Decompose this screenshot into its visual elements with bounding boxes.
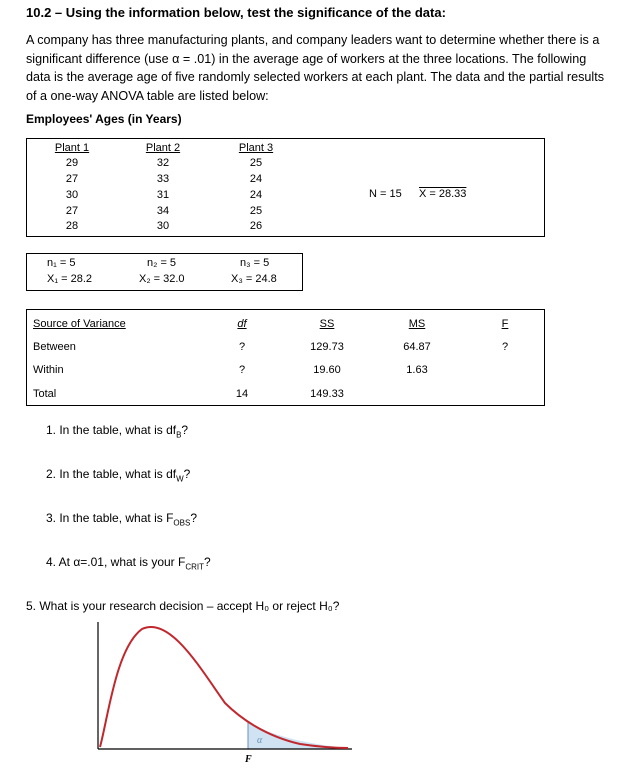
plant3-value: 24 — [249, 189, 263, 201]
plant3-header: Plant 3 — [238, 142, 274, 154]
ages-table — [26, 138, 545, 237]
problem-title: 10.2 – Using the information below, test the significance of the data: — [26, 5, 446, 20]
plant2-value: 32 — [156, 157, 170, 169]
density-curve — [100, 627, 348, 748]
question-1-sub: B — [176, 430, 182, 440]
plant3-value: 26 — [249, 220, 263, 232]
anova-header-source: Source of Variance — [33, 318, 126, 330]
question-1-end: ? — [181, 423, 189, 437]
question-3-text: 3. In the table, what is F — [46, 511, 174, 525]
x1-value: X₁ = 28.2 — [47, 273, 92, 285]
rejection-region — [248, 722, 348, 749]
plant1-header: Plant 1 — [54, 142, 90, 154]
question-3-end: ? — [190, 511, 197, 525]
anova-row-source: Within — [33, 364, 64, 376]
question-1 — [46, 423, 188, 439]
plant1-value: 27 — [65, 205, 79, 217]
problem-intro: A company has three manufacturing plants, and company leaders want to determine whether there is a significant difference (use α = .01) in the average age of workers at the three locations. The following data is the average age of five randomly selected workers at each plant. The data and the partial results of a one-way ANOVA table are listed below: — [26, 33, 605, 103]
grand-mean — [419, 188, 466, 200]
grand-mean-label: X = 28.33 — [419, 188, 467, 200]
plant1-value: 27 — [65, 173, 79, 185]
anova-row-f: ? — [501, 341, 509, 353]
plant3-value: 24 — [249, 173, 263, 185]
anova-row-ss: 149.33 — [310, 388, 344, 400]
question-2-sub: W — [176, 474, 184, 484]
f-axis-label: F — [245, 754, 252, 765]
plant3-value: 25 — [249, 205, 263, 217]
anova-header-ms: MS — [408, 318, 426, 330]
plant3-value: 25 — [249, 157, 263, 169]
summary-table — [26, 253, 303, 291]
anova-header-f: F — [501, 318, 509, 330]
question-5: 5. What is your research decision – accept H₀ or reject H₀? — [26, 599, 340, 613]
anova-row-ss: 19.60 — [313, 364, 341, 376]
anova-row-df: ? — [238, 341, 246, 353]
plant1-value: 28 — [65, 220, 79, 232]
question-4-sub: CRIT — [185, 562, 205, 572]
plant1-value: 29 — [65, 157, 79, 169]
n1-value: n₁ = 5 — [47, 257, 76, 269]
plant2-value: 30 — [156, 220, 170, 232]
question-1-text: 1. In the table, what is df — [46, 423, 177, 437]
x3-value: X₃ = 24.8 — [231, 273, 277, 285]
question-2-end: ? — [183, 467, 191, 481]
table-subheading: Employees' Ages (in Years) — [26, 112, 182, 126]
anova-row-source: Between — [33, 341, 76, 353]
sample-size-total: N = 15 — [369, 188, 402, 200]
anova-header-df: df — [237, 318, 247, 330]
question-4-text: 4. At α=.01, what is your F — [46, 555, 186, 569]
anova-row-source: Total — [33, 388, 57, 400]
question-2-text: 2. In the table, what is df — [46, 467, 177, 481]
question-3 — [46, 511, 197, 527]
anova-row-ms: 1.63 — [406, 364, 428, 376]
plant2-value: 34 — [156, 205, 170, 217]
f-distribution-figure — [90, 618, 360, 768]
plant1-value: 30 — [65, 189, 79, 201]
question-2 — [46, 467, 190, 483]
anova-row-ss: 129.73 — [310, 341, 344, 353]
anova-header-ss: SS — [319, 318, 335, 330]
question-4-end: ? — [204, 555, 211, 569]
anova-row-df: 14 — [235, 388, 249, 400]
alpha-label: α — [257, 735, 263, 746]
n2-value: n₂ = 5 — [147, 257, 177, 269]
question-4 — [46, 555, 211, 571]
plant2-value: 33 — [156, 173, 170, 185]
plant2-value: 31 — [156, 189, 170, 201]
plant2-header: Plant 2 — [145, 142, 181, 154]
x2-value: X₂ = 32.0 — [139, 273, 185, 285]
anova-row-ms: 64.87 — [403, 341, 431, 353]
question-3-sub: OBS — [173, 518, 191, 528]
anova-row-df: ? — [238, 364, 246, 376]
n3-value: n₃ = 5 — [240, 257, 270, 269]
anova-table — [26, 309, 545, 406]
